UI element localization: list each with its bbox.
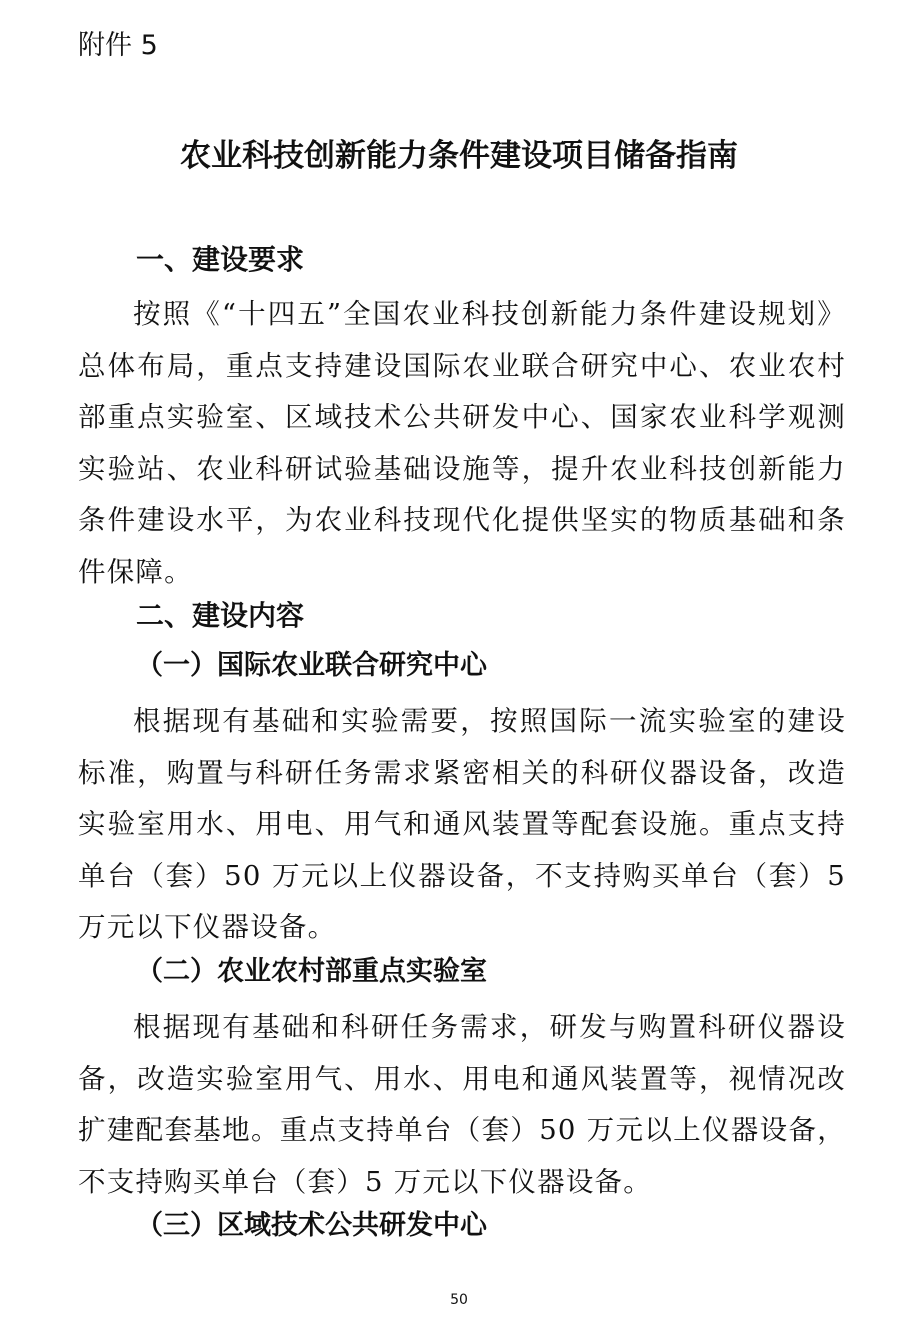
paragraph-requirements: 按照《“十四五”全国农业科技创新能力条件建设规划》总体布局，重点支持建设国际农业联合研究中心、农业农村部重点实验室、区域技术公共研发中心、国家农业科学观测实验站、农业科研试验基础设施等，提升农业科技创新能力条件建设水平，为农业科技现代化提供坚实的物质基础和条件保障。 [78, 298, 846, 588]
section-heading-content: 二、建设内容 [136, 599, 305, 632]
paragraph-international-center: 根据现有基础和实验需要，按照国际一流实验室的建设标准，购置与科研任务需求紧密相关的科研仪器设备，改造实验室用水、用电、用气和通风装置等配套设施。重点支持单台（套）50 万元以上仪器设备，不支持购买单台（套）5 万元以下仪器设备。 [78, 705, 846, 943]
section-heading-requirements: 一、建设要求 [136, 243, 305, 276]
page-number: 50 [450, 1292, 468, 1308]
subsection-heading-international-center: （一）国际农业联合研究中心 [136, 650, 487, 681]
paragraph-key-laboratory: 根据现有基础和科研任务需求，研发与购置科研仪器设备，改造实验室用气、用水、用电和通风装置等，视情况改扩建配套基地。重点支持单台（套）50 万元以上仪器设备，不支持购买单台（套）5 万元以下仪器设备。 [78, 1011, 846, 1198]
attachment-label: 附件 5 [78, 30, 158, 61]
document-title: 农业科技创新能力条件建设项目储备指南 [180, 138, 738, 174]
subsection-heading-key-laboratory: （二）农业农村部重点实验室 [136, 956, 487, 987]
subsection-heading-regional-center: （三）区域技术公共研发中心 [136, 1210, 487, 1241]
